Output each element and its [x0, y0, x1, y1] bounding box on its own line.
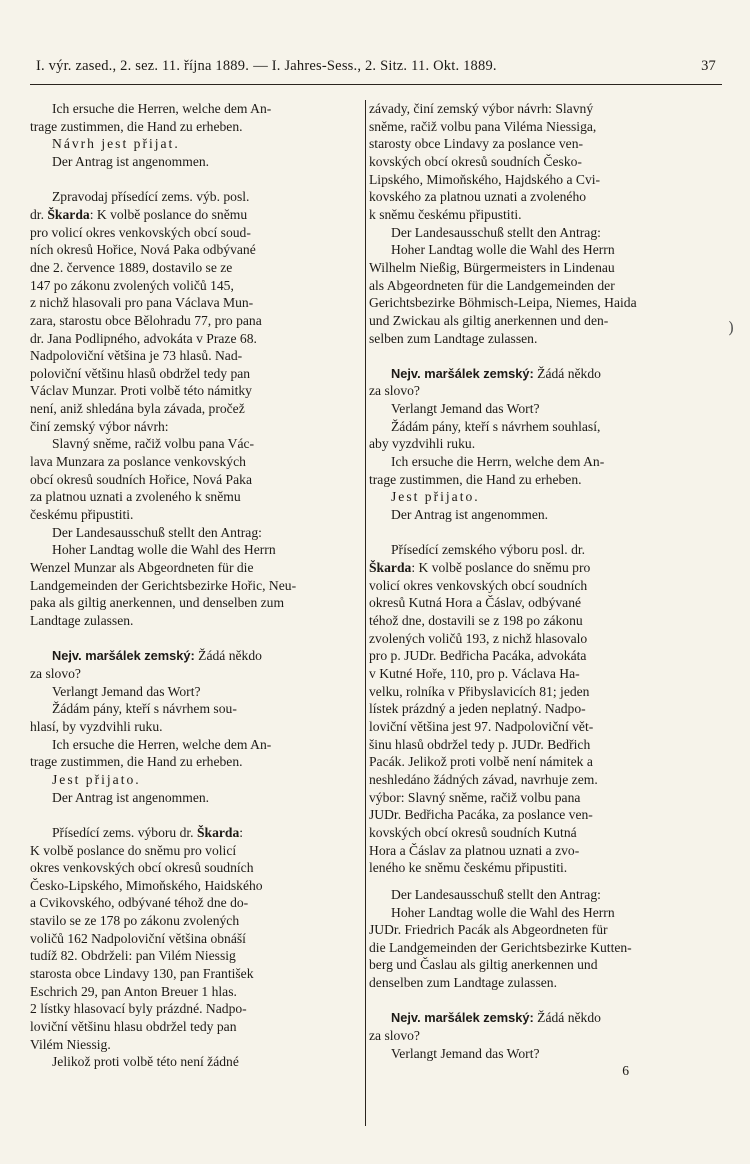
text-line: lava Munzara za poslance venkovských [30, 454, 246, 470]
text-line: aby vyzdvihli ruku. [369, 436, 476, 452]
text-line: sněme, račiž volbu pana Viléma Niessiga, [369, 118, 597, 134]
page-number: 37 [701, 58, 716, 74]
text-line: v Kutné Hoře, 110, pro p. Václava Ha- [369, 665, 580, 681]
text-line: Hoher Landtag wolle die Wahl des Herrn [391, 242, 615, 258]
left-column [30, 100, 360, 1071]
text-line: Ich ersuche die Herren, welche dem An- [52, 101, 272, 116]
text-line: Česko-Lipského, Mimoňského, Haidského [30, 877, 263, 893]
text-line: Ich ersuche die Herrn, welche dem An- [391, 454, 605, 470]
text-line: za slovo? [369, 383, 420, 399]
text-line: trage zustimmen, die Hand zu erheben. [30, 118, 243, 134]
text-line: und Zwickau als giltig anerkennen und den- [369, 312, 609, 328]
text-line: k sněmu českému připustiti. [369, 206, 522, 222]
text-line: ních okresů Hořice, Nová Paka odbývané [30, 242, 256, 258]
speaker-name: Nejv. maršálek zemský: [52, 648, 195, 664]
text-line: Landgemeinden der Gerichtsbezirke Hořic, Neu- [30, 577, 297, 593]
text-line: okres venkovských obcí okresů soudních [30, 860, 254, 876]
text-line: Nejv. maršálek zemský: Žádá někdo [391, 365, 601, 381]
text-line: denselben zum Landtage zulassen. [369, 975, 557, 991]
text-line: Der Landesausschuß stellt den Antrag: [52, 524, 262, 540]
text-line: Přísedící zemského výboru posl. dr. [391, 542, 586, 558]
text-line: voličů 162 Nadpoloviční většina obnáší [30, 930, 246, 946]
text-line: Nadpoloviční většina je 73 hlasů. Nad- [30, 348, 243, 364]
text-line: za platnou uznati a zvoleného k sněmu [30, 489, 241, 505]
text-line: tudíž 82. Obdrželi: pan Vilém Niessig [30, 948, 236, 964]
text-line: Verlangt Jemand das Wort? [391, 1045, 540, 1061]
text-line: Verlangt Jemand das Wort? [391, 401, 540, 417]
text-line: Ich ersuche die Herren, welche dem An- [52, 736, 272, 752]
margin-mark: ) [728, 318, 735, 337]
text-line: šinu hlasů obdržel tedy p. JUDr. Bedřich [369, 736, 591, 752]
text-line: Der Antrag ist angenommen. [52, 789, 210, 805]
text-line: die Landgemeinden der Gerichtsbezirke Kutten- [369, 939, 632, 955]
text-line: kovského za platnou uznati a zvoleného [369, 189, 587, 205]
text-line: téhož dne, dostavili se z 198 po zákonu [369, 613, 583, 628]
text-line: Přísedící zems. výboru dr. Škarda: [52, 824, 244, 840]
text-line: leného ke sněmu českému připustiti. [369, 860, 568, 876]
speaker-name: Škarda [47, 206, 90, 222]
text-line: Návrh jest přijat. [52, 136, 180, 152]
text-line: lístek prázdný a jeden neplatný. Nadpo- [369, 701, 586, 717]
text-line: Hoher Landtag wolle die Wahl des Herrn [391, 904, 615, 920]
text-line: dr. Škarda: K volbě poslance do sněmu [30, 206, 248, 222]
text-line: Der Landesausschuß stellt den Antrag: [391, 886, 601, 902]
text-line: Pacák. Jelikož proti volbě není námitek a [369, 754, 593, 770]
text-line: loviční většinu hlasu obdržel tedy pan [30, 1019, 237, 1035]
text-line: Der Landesausschuß stellt den Antrag: [391, 224, 601, 240]
text-line: z nichž hlasovali pro pana Václava Mun- [30, 295, 254, 311]
speaker-name: Škarda [196, 824, 240, 840]
text-line: Lipského, Mimoňského, Hajdského a Cvi- [369, 171, 601, 187]
text-line: starosta obce Lindavy 130, pan František [30, 966, 254, 982]
text-line: K volbě poslance do sněmu pro volicí [30, 842, 237, 858]
signature-mark: 6 [622, 1063, 629, 1079]
header-session: I. výr. zased., 2. sez. 11. října 1889. [36, 58, 250, 74]
text-line: loviční většina jest 97. Nadpoloviční vět- [369, 718, 594, 734]
text-line: Zpravodaj přísedící zems. výb. posl. [52, 189, 250, 205]
column-divider [365, 100, 366, 1126]
text-line: selben zum Landtage zulassen. [369, 330, 538, 346]
text-line: Jest přijato. [391, 489, 480, 505]
right-column [369, 100, 719, 1080]
text-line: pro p. JUDr. Bedřicha Pacáka, advokáta [369, 648, 587, 664]
text-line: za slovo? [369, 1028, 420, 1044]
text-line: trage zustimmen, die Hand zu erheben. [30, 754, 243, 770]
text-line: paka als giltig anerkennen, und denselben zum [30, 595, 285, 611]
text-line: 147 po zákonu zvolených voličů 145, [30, 277, 234, 293]
text-line: zara, starostu obce Bělohradu 77, pro pana [30, 312, 262, 328]
text-line: výbor: Slavný sněme, račiž volbu pana [369, 789, 581, 805]
text-line: als Abgeordneten für die Landgemeinden der [369, 277, 615, 293]
text-line: Gerichtsbezirke Böhmisch-Leipa, Niemes, Haida [369, 295, 637, 311]
speaker-name: Nejv. maršálek zemský: [391, 1010, 534, 1026]
text-line: trage zustimmen, die Hand zu erheben. [369, 471, 582, 487]
text-line: zvolených voličů 193, z nichž hlasovalo [369, 630, 588, 646]
text-line: Žádám pány, kteří s návrhem souhlasí, [391, 418, 601, 434]
text-line: Slavný sněme, račiž volbu pana Vác- [52, 436, 255, 452]
text-line: obcí okresů soudních Hořice, Nová Paka [30, 471, 252, 487]
text-line: poloviční většinu hlasů obdržel tedy pan [30, 365, 251, 381]
text-line: a Cvikovského, odbývané téhož dne do- [30, 895, 249, 911]
text-line: hlasí, by vyzdvihli ruku. [30, 718, 163, 734]
text-line: volicí okres venkovských obcí soudních [369, 577, 588, 593]
text-line: Hora a Čáslav za platnou uznati a zvo- [369, 842, 580, 858]
text-line: Jest přijato. [52, 771, 141, 787]
text-line: neshledáno žádných závad, navrhuje zem. [369, 771, 598, 787]
text-line: není, aniž shledána byla závada, pročež [30, 401, 245, 417]
text-line: Wenzel Munzar als Abgeordneten für die [30, 560, 254, 576]
text-line: Wilhelm Nießig, Bürgermeisters in Lindenau [369, 259, 615, 275]
text-line: pro volicí okres venkovských obcí soud- [30, 224, 251, 240]
text-line: velku, rolníka v Přibyslavicích 81; jeden [369, 683, 590, 699]
text-line: dne 2. července 1889, dostavilo se ze [30, 259, 233, 275]
text-line: Nejv. maršálek zemský: Žádá někdo [391, 1010, 601, 1026]
text-line: kovských obcí okresů soudních Česko- [369, 153, 582, 169]
text-line: berg und Časlau als giltig anerkennen und [369, 957, 598, 973]
text-line: Jelikož proti volbě této není žádné [52, 1054, 239, 1070]
text-line: JUDr. Bedřicha Pacáka, za poslance ven- [369, 807, 593, 823]
text-line: závady, činí zemský výbor návrh: Slavný [369, 101, 594, 116]
text-line: Vilém Niessig. [30, 1036, 111, 1052]
text-line: starosty obce Lindavy za poslance ven- [369, 136, 584, 152]
header-rule [30, 84, 722, 85]
text-line: Hoher Landtag wolle die Wahl des Herrn [52, 542, 276, 558]
text-line: stavilo se ze 178 po zákonu zvolených [30, 913, 240, 929]
text-line: Der Antrag ist angenommen. [391, 507, 549, 523]
text-line: Žádám pány, kteří s návrhem sou- [52, 701, 237, 717]
text-line: JUDr. Friedrich Pacák als Abgeordneten für [369, 922, 608, 938]
text-line: Der Antrag ist angenommen. [52, 153, 210, 169]
text-line: dr. Jana Podlipného, advokáta v Praze 68. [30, 330, 257, 346]
text-line: Nejv. maršálek zemský: Žádá někdo [52, 648, 262, 664]
text-line: okresů Kutná Hora a Čáslav, odbývané [369, 595, 582, 611]
header-german-session: — I. Jahres-Sess., 2. Sitz. 11. Okt. 1889. [253, 58, 497, 74]
text-line: 2 lístky hlasovací byly prázdné. Nadpo- [30, 1001, 247, 1017]
text-line: Verlangt Jemand das Wort? [52, 683, 201, 699]
text-line: českému připustiti. [30, 507, 134, 523]
text-line: za slovo? [30, 665, 81, 681]
text-line: Škarda: K volbě poslance do sněmu pro [369, 560, 591, 576]
speaker-name: Škarda [369, 560, 412, 576]
text-line: činí zemský výbor návrh: [30, 418, 169, 434]
text-line: kovských obcí okresů soudních Kutná [369, 824, 577, 840]
speaker-name: Nejv. maršálek zemský: [391, 365, 534, 381]
text-line: Eschrich 29, pan Anton Breuer 1 hlas. [30, 983, 237, 999]
text-line: Václav Munzar. Proti volbě této námitky [30, 383, 252, 399]
text-line: Landtage zulassen. [30, 613, 134, 629]
